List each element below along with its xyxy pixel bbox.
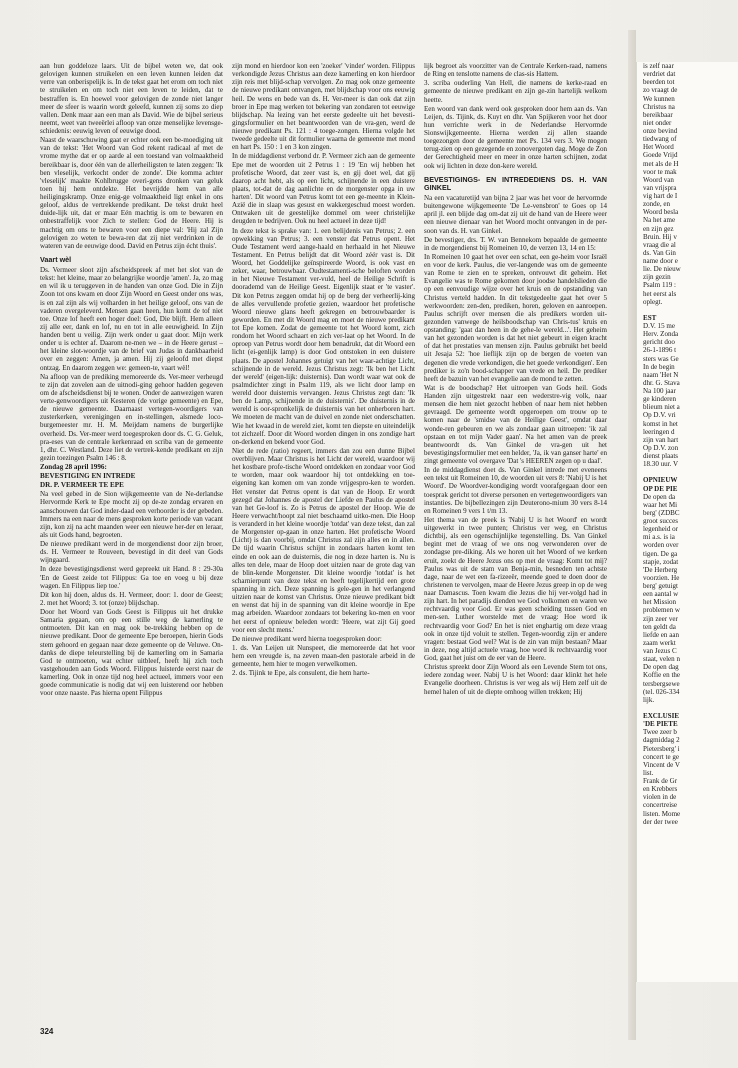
text-line: berg' (ZDBC	[643, 508, 680, 517]
text-line: Goede Vrijd	[643, 151, 678, 160]
article-headline-1: BEVESTIGING EN INTREDE	[40, 472, 136, 481]
text-line: dagmiddag 2	[643, 736, 680, 745]
text-line: zonde, en	[643, 200, 671, 209]
paragraph: De nieuwe predikant werd in de morgendienst door zijn broer, ds. H. Vermeer te Rouveen, bevestigd in dit deel van Gods wijngaard.	[40, 540, 223, 565]
text-line: Woord besla	[643, 208, 679, 217]
text-line: is zelf naar	[643, 62, 674, 70]
text-line: Koffie en the	[643, 671, 681, 680]
subheading-vaart-wel: Vaart wèl	[40, 254, 72, 264]
text-line: van vrijspra	[643, 183, 677, 192]
text-line: Psalm 119 :	[643, 281, 677, 290]
text-line: zijn gezin	[643, 273, 671, 282]
text-line: listen. Mome	[643, 809, 681, 818]
text-line: stapje, zodat	[643, 557, 679, 566]
paragraph: De nieuwe predikant werd hierna toegesproken door:	[232, 634, 382, 643]
page-gutter	[628, 30, 636, 1040]
paragraph: 2. ds. Tijink te Epe, als consulent, die hem harte-	[232, 669, 370, 678]
text-line: Vincent de V	[643, 760, 681, 769]
spacer-line	[643, 306, 738, 314]
text-line: Na 100 jaar	[643, 387, 676, 395]
paragraph: Door het Woord van Gods Geest is Filippus uit het drukke Samaria gegaan, om op een stille weg de kamerling te ontmoeten. Dit kan en mag ook be-trekking hebben op de nieuwe predikant. Door de gemeente Epe beroepen, hierin Gods stem gehoord en gegaan naar deze gemeente op de Veluwe. On-danks de diepe teleurstelling bij de kamerling om in Samaria God te ontmoeten, wat echter uitbleef, heeft hij zich toch vastgehouden aan Gods Woord. Filippus luisterde eerst naar de kamerling. Ook in onze tijd nog heel actueel, immers voor een goede communicatie is nodig dat wij een luisterend oor hebben voor onze naaste. Pas hierna opent Filippus	[40, 608, 223, 698]
text-line: ds. Van Gin	[643, 248, 676, 257]
text-line: beerden tot	[643, 78, 675, 87]
text-line: en zijn gez	[643, 224, 674, 233]
text-line: Op D.V. vri	[643, 411, 676, 420]
text-line: dienst plaats	[643, 452, 679, 460]
text-line: Herv. Zonda	[643, 330, 679, 339]
text-line: We kunnen	[643, 94, 675, 103]
text-line: legenheid or	[643, 525, 679, 534]
paragraph: In de middagdienst verbond dr. P. Vermeer zich aan de gemeente Epe met de woorden uit 2 Petrus 1 : 19 'En wij hebben het profetische Woord, dat zeer vast is, en gij doet wel, dat gij daarop acht hebt, als op een licht, schijnende in een duistere plaats, tot-dat de dag aanlichte en de morgenster opga in uw harten'. Dit woord van Petrus komt tot een ge-meente in Klein-Azië die in slaap was gesust en wakkergeschud moest worden. Ontwaken uit de geestelijke dommel om weer christelijke deugden te bedrijven. Ook nu heel actueel in deze tijd!	[232, 152, 415, 226]
text-line: van Jezus C	[643, 647, 677, 655]
paragraph: In Romeinen 10 gaat het over een schat, een ge-heim voor Israël en voor de kerk. Paulus, die ver-langende was om de gemeente van Rome te zien en te spreken, ontvouwt dit geheim. Het Evangelie was te Rome gekomen door joodse handelslieden die op een eenvoudige wijze over het kruis en de opstanding van Christus verteld hadden. In dit tekstgedeelte gaat het over 5 werkwoorden: zen-den, prediken, horen, geloven en aanroepen. Paulus schrijft over mensen die als predikers worden uit-gezonden vanwege de heilsboodschap van Chris-tus' kruis en opstanding: 'gaat dan heen in de gehe-le wereld...'. Het geheim van het gezonden worden is dat het niet gebeurt in eigen kracht of dat het prestaties van mensen zijn. Paulus gebruikt het beeld uit Jesaja 52: 'hoe lieflijk zijn op de bergen de voeten van degenen die vrede verkondigen, die het goede verkondigen'. Een prediker is zo'n bood-schapper van vrede en heil. De prediker heeft de bazuin van het evangelie aan de mond te zetten.	[424, 252, 607, 383]
text-line: concertreise	[643, 801, 678, 810]
text-line: (tel. 026-334	[643, 687, 680, 696]
text-line: problemen w	[643, 606, 680, 615]
text-line: zaam werkt	[643, 638, 676, 647]
text-line: concert te ge	[643, 752, 679, 761]
paragraph: In de middagdienst doet ds. Van Ginkel intrede met eveneens een tekst uit Romeinen 10, de woorden uit vers 8: 'Nabij U is het Woord'. De Woordver-kondiging wordt voorafgegaan door een toesprak gericht tot diverse personen en vertegenwoordigers van instanties. De bijbellezingen zijn Deuterono-mium 30 vers 8-14 en Romeinen 9 vers 1 t/m 13.	[424, 466, 607, 515]
text-line: Christus na	[643, 102, 675, 111]
text-line: tiedwang of	[643, 135, 677, 144]
text-line: violen in de	[643, 793, 677, 802]
text-line: worden over	[643, 541, 679, 550]
text-line: Op D.V. zon	[643, 443, 679, 452]
text-line: en Krebbers	[643, 785, 678, 794]
text-line: dhr. G. Stava	[643, 378, 680, 387]
text-line: onze bevind	[643, 127, 678, 135]
article-headline-2: DR. P. VERMEER TE EPE	[40, 481, 124, 490]
text-line: tersbergsewe	[643, 679, 680, 688]
text-line: zijn zeer ver	[643, 614, 678, 623]
paragraph: 1. ds. Van Leijen uit Nunspeet, die memoreerde dat het voor hem een vreugde is, na zeven maan-den pastorale arbeid in de gemeente, hem hier te mogen verwelkomen.	[232, 643, 415, 669]
text-line: groot succes	[643, 517, 679, 525]
text-line: blieum niet a	[643, 403, 680, 412]
text-line: voor te mak	[643, 167, 677, 176]
paragraph: Na afloop van de prediking memoreerde ds. Ver-meer verheugd te zijn dat zovelen aan de uitnodi-ging gehoor hadden gegeven om de afscheidsdienst bij te wonen. Onder de aanwezigen waren verte-genwoordigers uit Kesteren (de vorige gemeente) en Epe, de nieuwe gemeente. Daarnaast vertegen-woordigers van zusterkerken, verenigingen en in-stellingen, alsmede loco-burgemeester mr. H. M. Meijdam namens de burgerlijke overheid. Ds. Ver-meer werd toegesproken door ds. C. G. Geluk, pra-eses van de centrale kerkenraad en scriba van de gemeente 1, dhr. C. Westland. Deze liet de vertrek-kende predikant en zijn gezin toezingen Psalm 146 : 8.	[40, 372, 223, 462]
page-number: 324	[40, 1027, 54, 1036]
text-line: Twee zeer b	[643, 728, 677, 737]
text-line: een aantal w	[643, 590, 679, 599]
text-line: het eerst als	[643, 289, 677, 298]
paragraph: Dit kon hij doen, aldus ds. H. Vermeer, door: 1. door de Geest; 2. met het Woord; 3. tot (onze) blijdschap.	[40, 590, 223, 607]
text-line: staat, velen n	[643, 655, 680, 664]
text-line: 18.30 uur. V	[643, 460, 679, 469]
paragraph: Na een vacaturetijd van bijna 2 jaar was het voor de hervormde buitengewone wijkgemeente 'De Le-vensbron' te Goes op 14 april jl. een blijde dag om-dat zij uit de hand van de Heere weer een nieuwe dienaar van het Woord mocht ontvangen in de per-soon van ds. H. van Ginkel.	[424, 194, 607, 235]
text-line: niet onder	[643, 118, 672, 127]
paragraph: Christus spreekt door Zijn Woord als een Levende Stem tot ons, iedere zondag weer. Nabij U is het Woord: daar klinkt het hele Evangelie doorheen. Christus is ver weg als wij Hem zelf uit de hemel halen of uit de diepte omhoog willen trekken; Hij	[424, 663, 607, 696]
text-line: Na het ame	[643, 216, 676, 225]
text-line: leeringen d	[643, 427, 675, 436]
text-column-1	[40, 62, 223, 1002]
text-line: OPNIEUW	[643, 476, 678, 485]
paragraph: Een woord van dank werd ook gesproken door hem aan ds. Van Leijen, ds. Tijink, ds. Kuyt en dhr. Van Spijkeren voor het door hun verrichte werk in de Nederlandse Hervormde Sionswijkgemeente. Hierna werden zij allen staande toegezongen door de gemeente met Ps. 134 vers 3. We mogen terug-zien op een gezegende en zonovergoten dag. Moge de Zon der Gerechtigheid meer en meer in onze harten schijnen, zodat ook wij lichten in deze don-kere wereld.	[424, 104, 607, 170]
spacer-line	[643, 704, 738, 712]
paragraph: In deze bevestigingsdienst werd gepreekt uit Hand. 8 : 29-30a 'En de Geest zeide tot Filippus: Ga toe en voeg u bij deze wagen. En Filippus liep toe.'	[40, 565, 223, 590]
paragraph: De bevestiger, drs. T. W. van Bennekom bepaalde de gemeente in de morgendienst bij Romeinen 10, de verzen 13, 14 en 15:	[424, 235, 607, 252]
text-line: sters was Ge	[643, 354, 679, 363]
text-line: vraag die al	[643, 240, 676, 249]
paragraph: Na veel gebed in de Sion wijkgemeente van de Ne-derlandse Hervormde Kerk te Epe mocht zij op de-ze zondag ervaren en aanschouwen dat God inder-daad een verhoorder is der gebeden. Immers na een naar de mens gesproken korte periode van vacant zijn, kon zij na acht maanden weer een nieuwe her-der en leraar, als uit Gods hand, begroeten.	[40, 490, 223, 539]
text-line: komst in het	[643, 419, 678, 428]
paragraph: 3. scriba ouderling Van Hell, die namens de kerke-raad en gemeente de nieuwe predikant en zijn ge-zin hartelijk welkom heette.	[424, 79, 607, 104]
text-line: EXCLUSIE	[643, 712, 680, 720]
text-line: mi a.s. is ia	[643, 533, 675, 542]
text-line: De open dag	[643, 663, 679, 672]
text-line: liefde en aan	[643, 630, 679, 639]
paragraph: lijk begroet als voorzitter van de Centrale Kerken-raad, namens de Ring en tenslotte namens de clas-sis Hattem.	[424, 62, 607, 79]
text-line: Het Woord	[643, 143, 674, 152]
text-line: gericht doo	[643, 338, 675, 347]
text-line: Pietersberg' i	[643, 744, 680, 753]
text-line: 26-1-1896 t	[643, 346, 677, 355]
paragraph: In deze tekst is sprake van: 1. een belijdenis van Petrus; 2. een opwekking van Petrus; 3. een venster dat Petrus opent. Het Oude Testament werd aange-haald en herhaald in het Nieuwe Testament. En Petrus belijdt dat dit Woord zéér vast is. Dit Woord, het Goddelijke geïnspireerde Woord, is ook vast en zeker, waar, betrouwbaar. Oudtestamenti-sche beloften worden in het Nieuwe Testament ver-vuld, heel de Heilige Schrift is doorademd van de Heilige Geest. Eigenlijk staat er 'te vaster'. Dit kon Petrus zeggen omdat hij op de berg der verheerlij-king de alles vervullende profetie gezien, waardoor het profetische Woord nieuwe glans heeft gekregen en betrouwbaarder is geworden. En met dit Woord mag en moet de nieuwe predikant tot Epe komen. Zodat de gemeente tot het Woord komt, zich rondom het Woord schaart en zich ver-laat op het Woord. In de oproep van Petrus wordt door hem benadrukt, dat dit Woord een licht (ei-genlijk lamp) is door God ontstoken in een duistere plaats. De apostel Johannes getuigt van het waar-achtige Licht, schijnende in de wereld. Jezus Christus zegt: 'Ik ben het Licht der wereld' (eigen-lijk: duisternis). Dan wordt waar wat ook de psalmdichter zingt in Psalm 119, als we licht door lamp en wereld door duisternis vervangen. Jezus Christus zegt dan: 'Ik ben de Lamp, schijnende in de duisternis'. De duisternis in de wereld is oor-spronkelijk de duisternis van het onherboren hart. We moeten de macht van de duivel en zonde niet onderschatten. Wie het kwaad in de wereld ziet, komt ten diepste en uiteindelijk tot zichzelf. Door dit Woord worden dingen in ons zondige hart on-derkend en bekend voor God.	[232, 226, 415, 446]
text-line: D.V. 15 me	[643, 322, 675, 330]
text-line: het Mission	[643, 598, 677, 607]
text-line: verdriet dat	[643, 70, 676, 79]
text-line: zo vraagt de	[643, 86, 678, 95]
text-line: De open da	[643, 492, 676, 501]
text-line: Bruin. Hij v	[643, 232, 677, 241]
paragraph: zijn mond en hierdoor kon een 'zoeker' 'vinder' worden. Filippus verkondigde Jezus Christus aan deze kamerling en kon hierdoor zijn reis met blijd-schap vervolgen. Zo mag ook onze gemeente de nieuwe predikant ontvangen, met blijdschap voor ons eeuwig heil. De wens en bede van ds. H. Ver-meer is dan ook dat zijn broer in Epe mag werken tot bekering van zondaren tot eeuwige blijdschap. Na lezing van het eerste gedeelte uit het bevesti-gingsformulier en het beantwoorden van de vra-gen, werd de nieuwe predikant Ps. 121 : 4 toege-zongen. Hierna volgde het tweede gedeelte uit dit formulier waarna de gemeente met mond en hart Ps. 150 : 1 en 3 kon zingen.	[232, 62, 415, 152]
text-line: name door e	[643, 257, 678, 265]
date-line: Zondag 28 april 1996:	[40, 463, 107, 472]
paragraph: aan hun goddeloze laars. Uit de bijbel weten we, dat ook gelovigen kunnen struikelen en een leven kunnen leiden dat verre van onberispelijk is. In de tekst gaat het erom om toch niet te struikelen en om toch niet een leven te leiden, dat te bestraffen is. En hoewel voor gelovigen de zonde niet langer meer de sfeer is waarin wordt geleefd, kunnen zij soms zo diep vallen. Denk maar aan een man als David. Wie de bijbel serieus neemt, weet van tweeërlei afloop van onze menselijke levensge-schiedenis: eeuwig leven of eeuwige dood.	[40, 62, 223, 135]
text-line: tigen. De ga	[643, 549, 678, 558]
paragraph: Naast de waarschuwing gaat er echter ook een be-moediging uit van de tekst: 'Het Woord van God rekent radicaal af met de vrome mythe dat er op aarde al een toestand van volmaaktheid bereikbaar is, door één van de allerheiligsten te laten zeggen: 'Ik ben vleselijk, verkocht onder de zonde'. Die komma achter 'vleselijk' maakte Kohlbrugge overi-gens dronken van geluk toen hij hem ontdekte. Het bevrijdde hem van alle heiligingskramp. Onze enig-ge volmaaktheid ligt enkel in ons geloof, aldus de vertrekkende predikant. De tekst drukt heel duide-lijk uit, dat er maar Eén machtig is om te bewaren en onbestraffelijk voor Zich te stellen: God de Heere. Hij is machtig om ons te bewaren voor een diepe val: 'Hij zal Zijn gelovigen zo weten te bewa-ren dat zij niet verdrinken in de wateren van de eeuwige dood. David en Petrus zijn écht thuis'.	[40, 136, 223, 250]
text-line: bereikbaar	[643, 110, 673, 119]
paragraph: Het thema van de preek is 'Nabij U is het Woord' en wordt uitgewerkt in twee punten; Christus ver weg, en Christus dichtbij, als een ogenschijnlijke tegenstelling. Ds. Van Ginkel begint met de vraag of we ons nog verwonderen over de zondagse pre-diking. Als we horen uit het Woord of we kerken eruit, zoekt de Heere Jezus ons op met de vraag: Komt tot mij? Paulus was uit de stam van Benja-min, besneden ten achtste dage, naar de wet een fa-rizeeër, meende goed te doen door de christenen te vervolgen, maar de Heere Jezus greep in op de weg naar Damascus. Toen kwam die Jezus die hij ver-volgd had in zijn hart. In het paradijs dienden we God volkomen en waren we rechtvaardig voor God. Er was geen scheiding tussen God en men-sen. Luther worstelde met de vraag: Hoe word ik rechtvaardig voor God? En het is niet enghartig om deze vraag ook in onze tijd voluit te stellen. Tegen-woordig zijn er andere vragen: bestaat God wel? Wat is de zin van mijn bestaan? Maar in deze, nog altijd actuele vraag, hoe word ik rechtvaardig voor God, gaat het juist om de eer van de Heere.	[424, 515, 607, 663]
text-line: waar het Mi	[643, 500, 678, 509]
text-line: zijn van hart	[643, 435, 679, 444]
text-line: voorzien. He	[643, 573, 680, 582]
text-line: 'DE PIETE	[643, 720, 678, 729]
paragraph: Niet de rede (ratio) regeert, immers dan zou een dunne Bijbel overblijven. Maar Christus is het Licht der wereld, waardoor wij het kostbare profe-tische Woord ontdekken en zondaar voor God te worden, maar ook waardoor hij tot ontdekking en toe-eigening kan komen om van zonde vrijgespro-ken te worden. Het venster dat Petrus opent is dat van de Hoop. Er wordt gezegd dat Johannes de apostel der Liefde en Paulus de apostel van het Ge-loof is. Zo is Petrus de apostel der Hoop. Wie de Heere verwacht/hoopt zal niet beschaamd uitko-men. Die Hoop is veranderd in het kleine woordje 'totdat' van deze tekst, dan zal de Morgenster op-gaan in onze harten. Het profetische Woord (Licht) is dan voorbij, omdat Christus zal zijn alles en in allen. De tijd waarin Christus schijnt in zondaars harten komt ten einde en ook aan de duisternis, die nog in deze harten is. Nu is alles ten dele, maar de Hoop doet uitzien naar de grote dag van de blin-kende Morgenster. Dit kleine woordje 'totdat' is het scharnierpunt van deze tekst en heeft tegelijkertijd een grote spanning in zich. Deze spanning is gele-gen in het verlangend uitzien naar de komst van Christus. Onze nieuwe predikant bidt en wenst dat hij in de spanning van dit kleine woordje in Epe mag arbeiden. Waardoor zondaars tot bekering ko-men en voor het eerst of opnieuw beleden wordt: 'Heere, wat zijt Gij goed voor een slecht mens.'	[232, 446, 415, 634]
text-column-2	[232, 62, 415, 1002]
text-line: Frank de Gr	[643, 777, 678, 785]
text-line: ge kinderen	[643, 395, 677, 404]
text-line: lie. De nieuw	[643, 265, 681, 274]
article-heading-van-ginkel: BEVESTIGINGS- EN INTREDEDIENS DS. H. VAN GINKEL	[424, 174, 607, 192]
text-column-4-cropped	[636, 62, 738, 982]
text-line: OP DE PIE	[643, 484, 678, 493]
paragraph: Wat is de boodschap? Het uitroepen van Gods heil. Gods Handen zijn uitgestrekt naar een wederstre-vig volk, naar mensen die hem niet gezocht hebben of naar hem niet hebben gevraagd. De gemeente wordt opgeroepen om trouw op te komen naar de 'smidse van de Heilige Geest', omdat daar wonde-ren gebeuren en we als zondaar gaan uitroepen: 'ik zal opstaan en tot mijn Vader gaan'. Na het amen van de preek beantwoordt ds. Van Ginkel de vra-gen uit het bevestigingsformulier met een helder, 'Ja, ik van ganser harte' en zingt gemeente vol overgave 'Dat 's HEEREN zegen op u daal'.	[424, 383, 607, 466]
paragraph: Ds. Vermeer sloot zijn afscheidspreek af met het slot van de tekst: het kleine, maar zo belangrijke woordje 'amen'. Ja, zo mag en wil ik u teruggeven in de handen van onze God. Die in Zijn Zoon tot ons kwam en door Zijn Woord en Geest onder ons was, is en zal zijn als wij volharden in het heilige geloof, ons van de vaderen overgeleverd. Mensen gaan heen, hun komt de tof niet toe. Onze lof heeft een hoger doel: God, Die blijft. Hem alleen zij alle eer, dank en lof, nu en tot in alle eeuwigheid. In Zijn handen bent u veilig. Zijn werk onder u gaat door. Mijn werk onder u is echter af. Daarom ne-men we – in de Heere gerust – het kleine slot-woordje van de brief van Judas in dankbaarheid over en zeggen: Amen, ja amen. Hij zij geloofd met diepst ontzag. En daarom zeggen we: gemeen-te, vaart wèl!	[40, 266, 223, 372]
text-line: 'De Herberg	[643, 565, 678, 574]
text-line: In de begin	[643, 362, 675, 371]
text-line: Woord van	[643, 175, 674, 184]
text-column-3	[424, 62, 607, 1002]
text-line: ten geldt da	[643, 622, 676, 631]
text-line: naam 'Het N	[643, 370, 679, 379]
text-line: met als de H	[643, 159, 679, 168]
text-line: EST	[643, 313, 657, 322]
text-line: berg' getuigt	[643, 582, 678, 590]
text-line: der der twee	[643, 817, 678, 826]
text-line: vig hart de I	[643, 192, 678, 200]
text-line: lijk.	[643, 695, 655, 704]
spacer-line	[643, 468, 738, 476]
text-line: oplegt.	[643, 297, 663, 306]
text-line: list.	[643, 768, 654, 777]
